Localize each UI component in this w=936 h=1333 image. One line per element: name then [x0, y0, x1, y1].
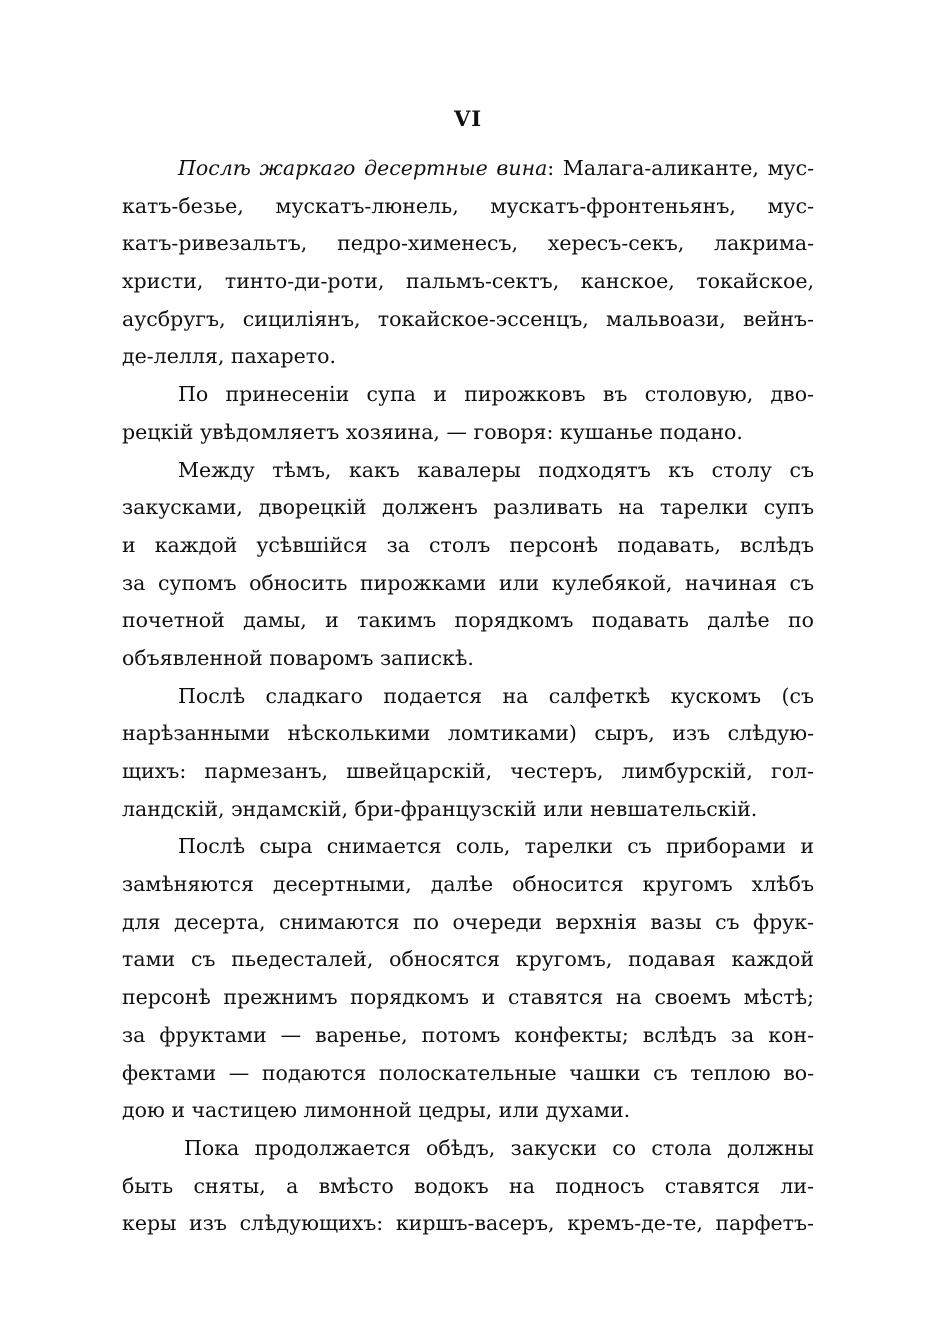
paragraph-dessert	[122, 828, 814, 1130]
text-line: объявленной поваромъ запискѣ.	[122, 645, 474, 670]
text-line: керы изъ слѣдующихъ: киршъ-васеръ, кремъ-де-те, парфетъ-	[122, 1211, 814, 1236]
text-line: быть сняты, а вмѣсто водокъ на подносъ ставятся ли-	[122, 1173, 814, 1198]
text-line: катъ-ривезальтъ, педро-хименесъ, хересъ-секъ, лакрима-	[122, 231, 814, 256]
text-line: Послѣ жаркаго десертные вина: Малага-аликанте, мус-	[178, 156, 814, 180]
text-line: за фруктами — варенье, потомъ конфекты; вслѣдъ за кон-	[122, 1022, 814, 1047]
text-line: рецкій увѣдомляетъ хозяина, — говоря: кушанье подано.	[122, 419, 743, 444]
text-line: де-лелля, пахарето.	[122, 344, 336, 369]
text-line: для десерта, снимаются по очереди верхнія вазы съ фрук-	[122, 909, 814, 934]
text-line: нарѣзанными нѣсколькими ломтиками) сыръ, изъ слѣдую-	[122, 721, 814, 746]
text-line: замѣняются десертными, далѣе обносится кругомъ хлѣбъ	[122, 872, 814, 897]
text-line: за супомъ обносить пирожками или кулебякой, начиная съ	[122, 570, 814, 595]
italic-lead: Послѣ жаркаго десертные вина	[178, 156, 548, 180]
text-line: Между тѣмъ, какъ кавалеры подходятъ къ столу съ	[178, 457, 814, 482]
text-line: почетной дамы, и такимъ порядкомъ подавать далѣе по	[122, 608, 814, 633]
text-line: катъ-безье, мускатъ-люнель, мускатъ-фронтеньянъ, мус-	[122, 193, 814, 218]
text-line: ландскій, эндамскій, бри-французскій или невшательскій.	[122, 796, 758, 821]
text-line: Послѣ сыра снимается соль, тарелки съ приборами и	[178, 834, 814, 859]
text-line: аусбругъ, сициліянъ, токайское-эссенцъ, мальвоази, вейнъ-	[122, 306, 814, 331]
text-line: щихъ: пармезанъ, швейцарскій, честеръ, лимбурскій, гол-	[122, 759, 814, 783]
text-line: Послѣ сладкаго подается на салфеткѣ кускомъ (съ	[178, 683, 814, 708]
text-line: персонѣ прежнимъ порядкомъ и ставятся на своемъ мѣстѣ;	[122, 985, 814, 1010]
page-number: VI	[453, 106, 483, 131]
text-line: По принесеніи супа и пирожковъ въ столовую, дво-	[178, 382, 814, 407]
text-line: Пока продолжается обѣдъ, закуски со стола должны	[184, 1135, 814, 1160]
text-line: и каждой усѣвшійся за столъ персонѣ подавать, вслѣдъ	[122, 532, 814, 557]
paragraph-cheese	[122, 678, 814, 829]
text-line: закусками, дворецкій долженъ разливать на тарелки супъ	[122, 495, 814, 520]
body-text	[122, 150, 814, 1243]
text-line: тами съ пьедесталей, обносятся кругомъ, подавая каждой	[122, 947, 814, 972]
text-line: христи, тинто-ди-роти, пальмъ-сектъ, канское, токайское,	[122, 269, 814, 294]
paragraph-soup-served	[122, 376, 814, 451]
paragraph-dessert-wines	[122, 150, 814, 376]
paragraph-liqueurs	[122, 1130, 814, 1243]
paragraph-cavaliers	[122, 452, 814, 678]
text-line: дою и частицею лимонной цедры, или духами.	[122, 1098, 631, 1123]
text-line: фектами — подаются полоскательные чашки съ теплою во-	[122, 1060, 814, 1085]
